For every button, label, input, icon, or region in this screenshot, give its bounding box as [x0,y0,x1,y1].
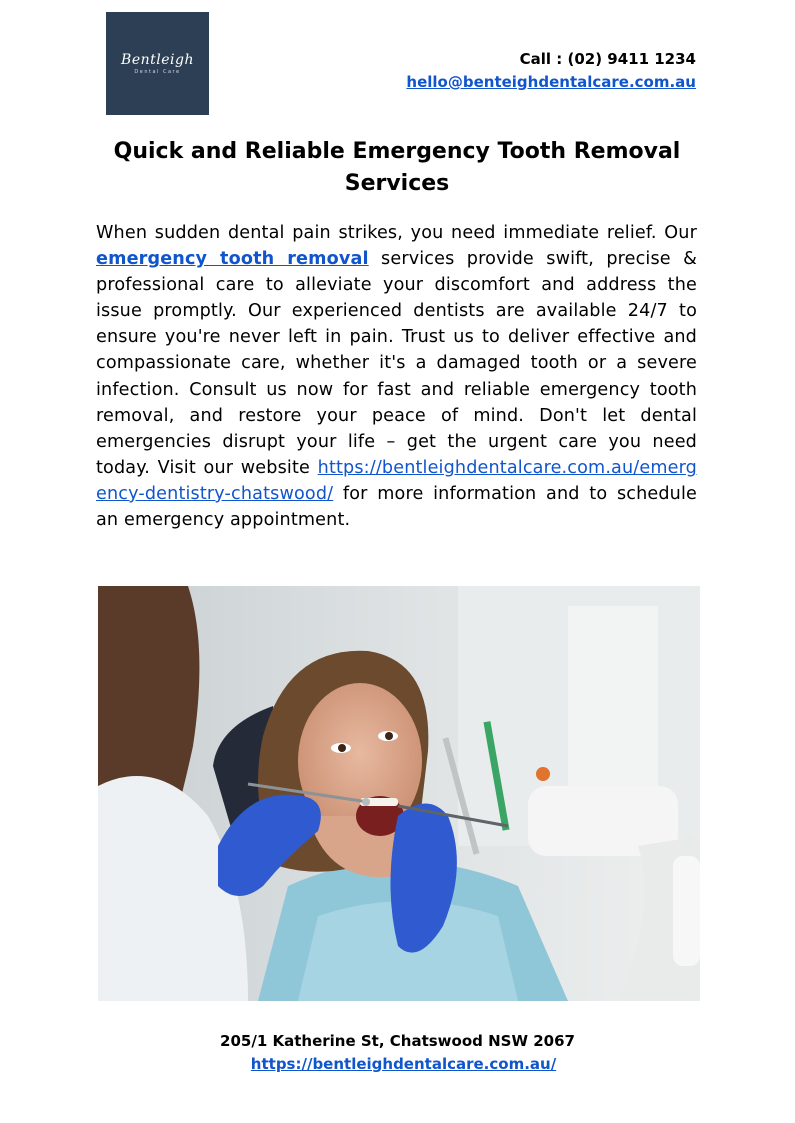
logo-wordmark: Bentleigh [121,52,194,68]
footer [0,1030,795,1076]
photo-illustration [98,586,700,1001]
contact-block [406,48,696,94]
website-link[interactable]: https://bentleighdentalcare.com.au/ [250,1055,557,1073]
brand-logo [106,12,209,115]
body-intro: When sudden dental pain strikes, you need immediate relief. Our [96,223,697,243]
dental-treatment-photo [98,586,700,1001]
phone-number: Call : (02) 9411 1234 [519,50,696,68]
body-outro: for more information and to schedule an emergency appointment. [96,483,697,531]
logo-tagline: Dental Care [134,69,181,75]
page-title: Quick and Reliable Emergency Tooth Removal Services [113,139,681,196]
body-middle: services provide swift, precise & professional care to alleviate your discomfort and address the issue promptly. Our experienced dentists are available 24/7 to ensure you're never left in pain. Trust us to deliver effective and compassionate care, whether it's a damaged tooth or a severe infection. Consult us now for fast and reliable emergency tooth removal, and restore your peace of mind. Don't let dental emergencies disrupt your life – get the urgent care you need today. Visit our website [96,249,697,478]
address: 205/1 Katherine St, Chatswood NSW 2067 [220,1032,575,1050]
emergency-tooth-removal-link[interactable]: emergency tooth removal [96,249,369,270]
email-link[interactable]: hello@benteighdentalcare.com.au [406,73,696,91]
emergency-dentistry-url-link[interactable]: https://bentleighdentalcare.com.au/emergency-dentistry-chatswood/ [96,457,698,504]
body-paragraph [96,220,697,533]
